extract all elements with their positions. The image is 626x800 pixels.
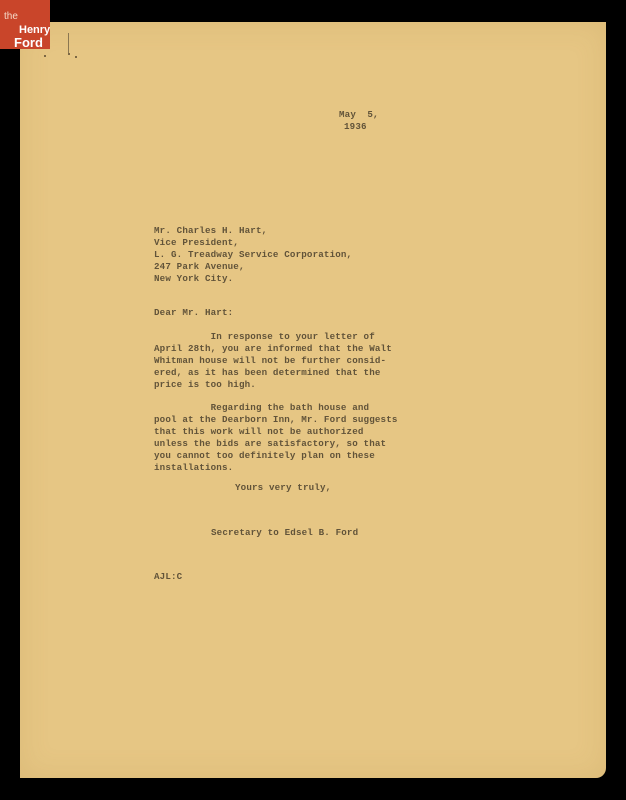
letter-page: [20, 22, 606, 778]
closing: Yours very truly,: [235, 482, 332, 493]
paragraph2-line: you cannot too definitely plan on these: [154, 450, 375, 461]
paragraph2-line: pool at the Dearborn Inn, Mr. Ford suggests: [154, 414, 398, 425]
recipient-line: New York City.: [154, 273, 234, 284]
henry-ford-logo: [0, 0, 50, 49]
paragraph1-line: Whitman house will not be further consid-: [154, 355, 387, 366]
salutation: Dear Mr. Hart:: [154, 307, 234, 318]
paper-mark: [75, 56, 77, 58]
logo-the: the: [4, 11, 18, 22]
paragraph2-line: unless the bids are satisfactory, so that: [154, 438, 387, 449]
recipient-line: Vice President,: [154, 237, 239, 248]
recipient-line: L. G. Treadway Service Corporation,: [154, 249, 353, 260]
date-year: 1936: [344, 121, 367, 132]
paragraph2-line: that this work will not be authorized: [154, 426, 364, 437]
paragraph1-line: price is too high.: [154, 379, 256, 390]
paragraph1-line: ered, as it has been determined that the: [154, 367, 381, 378]
paragraph1-line: In response to your letter of: [154, 331, 375, 342]
logo-henry: Henry: [19, 24, 51, 36]
reference-initials: AJL:C: [154, 571, 183, 582]
paper-mark: [44, 55, 46, 57]
signature: Secretary to Edsel B. Ford: [211, 527, 359, 538]
date-month: May 5,: [339, 109, 379, 120]
paragraph2-line: Regarding the bath house and: [154, 402, 370, 413]
pencil-mark: [68, 33, 69, 53]
paragraph2-line: installations.: [154, 462, 234, 473]
recipient-line: 247 Park Avenue,: [154, 261, 245, 272]
logo-ford: Ford: [14, 35, 43, 50]
paragraph1-line: April 28th, you are informed that the Walt: [154, 343, 392, 354]
paper-mark: [68, 53, 70, 55]
recipient-line: Mr. Charles H. Hart,: [154, 225, 268, 236]
